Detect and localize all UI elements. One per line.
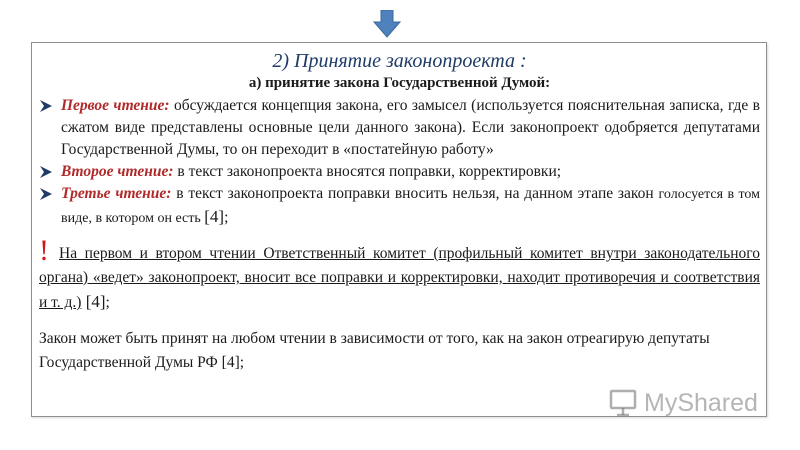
note-text-b: ) «ведет» законопроект, вносит все поправки и корректировки, находит противоречия и соответствия и т. д.) [39, 269, 760, 311]
down-arrow-icon [373, 10, 401, 38]
note-tail: ; [105, 294, 110, 311]
bullet-text: в текст законопроекта поправки вносить нельзя, на данном этапе закон [171, 185, 654, 202]
watermark [608, 386, 758, 420]
committee-note [39, 234, 760, 315]
term-first-reading: Первое чтение: [61, 97, 170, 114]
note-text-a: На первом и втором чтении Ответственный комитет (профильный комитет внутри законодательного органа [39, 245, 760, 286]
term-third-reading: Третье чтение: [61, 185, 172, 202]
bullet-tail: ; [224, 209, 229, 226]
content-card [31, 42, 767, 417]
bullet-text-small: голосуется в том виде, в котором он есть [61, 187, 761, 226]
bullet-text: в текст законопроекта вносятся поправки, корректировки; [173, 163, 562, 180]
exclamation-mark: ! [39, 234, 49, 267]
term-second-reading: Второе чтение: [61, 163, 174, 180]
closing-paragraph: Закон может быть принят на любом чтении в зависимости от того, как на закон отреагирую депутаты Государственной Думы РФ [4]; [39, 330, 710, 371]
watermark-text: MyShared [644, 388, 758, 417]
arrow-bullet-icon [40, 166, 52, 178]
bullet-first-reading [39, 95, 760, 161]
slide-title: 2) Принятие законопроекта : [272, 50, 527, 72]
bullet-second-reading [39, 161, 760, 183]
presentation-board-icon [608, 388, 638, 418]
bullet-third-reading [39, 183, 760, 230]
citation: [4] [81, 292, 106, 311]
arrow-bullet-icon [40, 100, 52, 112]
arrow-bullet-icon [40, 188, 52, 200]
citation: [4] [204, 207, 225, 226]
bullet-text: обсуждается концепция закона, его замысел (используется пояснительная записка, где в сжатом виде представлены основные цели данного закона). Если законопроект одобряется депутатами Государственной Думы, то он переходит в «постатейную работу» [61, 97, 761, 158]
slide-subtitle: а) принятие закона Государственной Думой: [248, 75, 551, 91]
